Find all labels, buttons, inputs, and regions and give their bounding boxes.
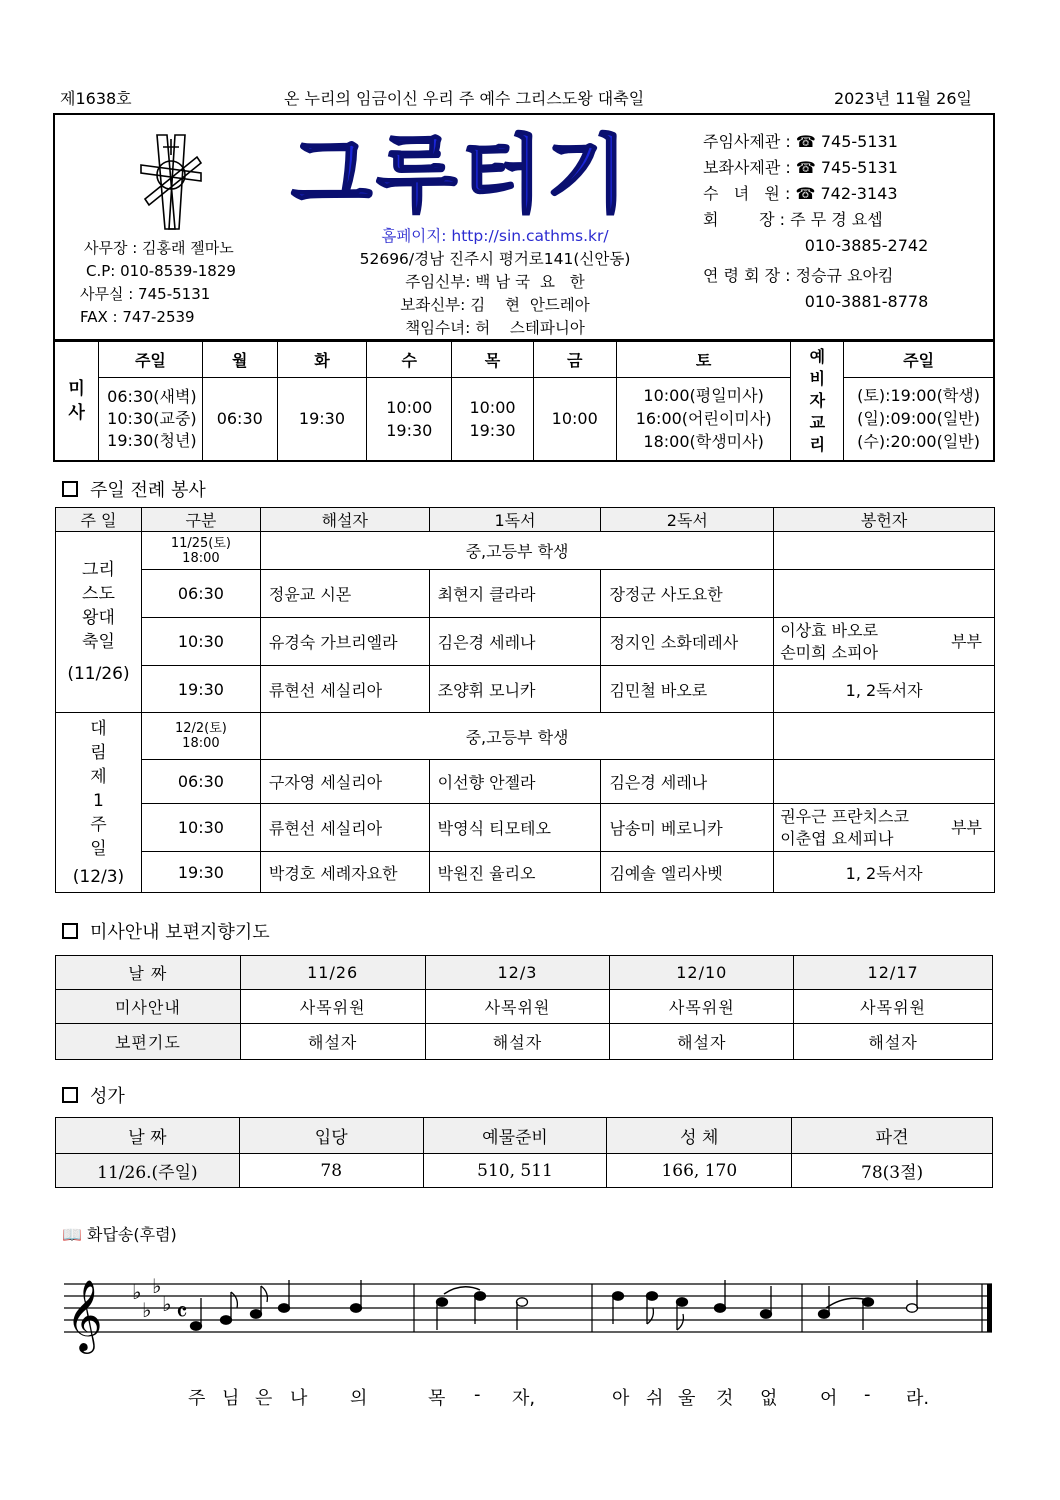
time-cell: 11/25(토) 18:00 bbox=[141, 532, 260, 570]
address: 52696/경남 진주시 평거로141(신안동) bbox=[359, 250, 631, 268]
friday-time: 10:00 bbox=[533, 377, 616, 461]
sunday-times: 06:30(새벽) 10:30(교중) 19:30(청년) bbox=[99, 377, 203, 461]
day-header: 월 bbox=[202, 341, 277, 377]
commentator: 박경호 세례자요한 bbox=[260, 852, 429, 893]
merged-cell: 중,고등부 학생 bbox=[260, 713, 773, 760]
lyric-syllable: 님 bbox=[222, 1388, 240, 1409]
time-cell: 12/2(토) 18:00 bbox=[141, 713, 260, 760]
hymn-table bbox=[55, 1117, 993, 1188]
office-info bbox=[80, 237, 236, 329]
lyric-syllable: 아 bbox=[612, 1388, 630, 1409]
lyric-syllable: 자, bbox=[512, 1388, 536, 1409]
psalm-music-staff bbox=[56, 1262, 996, 1362]
commentator: 유경숙 가브리엘라 bbox=[260, 618, 429, 666]
hymn-communion: 166, 170 bbox=[607, 1154, 792, 1188]
contact-line: 010-3885-2742 bbox=[703, 236, 929, 255]
reader-2: 정지인 소화데레사 bbox=[601, 618, 774, 666]
day-header: 금 bbox=[533, 341, 616, 377]
commentator: 류현선 세실리아 bbox=[260, 666, 429, 713]
parish-emblem-icon bbox=[135, 129, 207, 233]
thursday-times: 10:00 19:30 bbox=[452, 377, 533, 461]
col-header: 해설자 bbox=[260, 508, 429, 532]
checkbox-square-icon bbox=[62, 1087, 78, 1103]
liturgy-section-title: 주일 전례 봉사 bbox=[62, 476, 206, 502]
mass-schedule-table bbox=[53, 340, 995, 462]
commentator: 정윤교 시몬 bbox=[260, 570, 429, 618]
lyric-syllable: 은 bbox=[255, 1388, 273, 1409]
time-cell: 19:30 bbox=[141, 852, 260, 893]
col-header: 날 짜 bbox=[56, 956, 241, 990]
parish-info bbox=[305, 225, 685, 340]
svg-text:♭: ♭ bbox=[132, 1280, 142, 1304]
cell: 해설자 bbox=[610, 1024, 794, 1060]
reader-2: 장정군 사도요한 bbox=[601, 570, 774, 618]
lyric-syllable: 주 bbox=[188, 1388, 206, 1409]
day-header: 주일 bbox=[99, 341, 203, 377]
day-header: 수 bbox=[367, 341, 452, 377]
cell: 해설자 bbox=[794, 1024, 993, 1060]
col-header: 1독서 bbox=[429, 508, 601, 532]
commentator: 류현선 세실리아 bbox=[260, 804, 429, 852]
contact-line: 연 령 회 장 : 정승규 요아킴 bbox=[703, 266, 894, 285]
contact-line: 회 장 : 주 무 경 요셉 bbox=[703, 210, 883, 229]
office-line: 사무장 : 김홍래 젤마노 bbox=[84, 239, 234, 257]
col-header: 2독서 bbox=[601, 508, 774, 532]
offertory-cell: 1, 2독서자 bbox=[774, 852, 995, 893]
col-header: 예물준비 bbox=[423, 1118, 607, 1154]
checkbox-square-icon bbox=[62, 923, 78, 939]
newsletter-title: 그루터기 bbox=[291, 126, 632, 224]
monday-time: 06:30 bbox=[202, 377, 277, 461]
time-cell: 10:30 bbox=[141, 618, 260, 666]
lyric-syllable: 나 bbox=[290, 1388, 308, 1409]
feast-title: 온 누리의 임금이신 우리 주 예수 그리스도왕 대축일 bbox=[284, 89, 645, 108]
liturgy-table bbox=[55, 507, 995, 893]
reader-2: 김예솔 엘리사벳 bbox=[601, 852, 774, 893]
issue-number: 제1638호 bbox=[60, 89, 132, 108]
lyric-syllable: - bbox=[474, 1384, 481, 1405]
cell: 해설자 bbox=[240, 1024, 425, 1060]
svg-text:𝄞: 𝄞 bbox=[66, 1278, 103, 1351]
reader-1: 이선향 안젤라 bbox=[429, 760, 601, 804]
lyric-syllable: 쉬 bbox=[646, 1388, 664, 1409]
masthead bbox=[53, 113, 995, 341]
offertory-cell bbox=[774, 532, 995, 570]
issue-date: 2023년 11월 26일 bbox=[834, 89, 972, 108]
lyric-syllable: 울 bbox=[678, 1388, 696, 1409]
time-cell: 06:30 bbox=[141, 760, 260, 804]
tuesday-time: 19:30 bbox=[277, 377, 366, 461]
col-header: 파견 bbox=[792, 1118, 993, 1154]
cell: 사목위원 bbox=[425, 990, 610, 1024]
col-header: 봉헌자 bbox=[774, 508, 995, 532]
wednesday-times: 10:00 19:30 bbox=[367, 377, 452, 461]
merged-cell: 중,고등부 학생 bbox=[260, 532, 773, 570]
col-header: 구분 bbox=[141, 508, 260, 532]
hymn-entrance: 78 bbox=[239, 1154, 423, 1188]
catechism-label: 예비자교리 bbox=[791, 341, 844, 461]
prayer-table bbox=[55, 955, 993, 1060]
time-cell: 06:30 bbox=[141, 570, 260, 618]
catechism-header: 주일 bbox=[844, 341, 994, 377]
mass-label: 미사 bbox=[54, 341, 99, 461]
contact-line: 주임사제관 : ☎ 745-5131 bbox=[703, 132, 898, 151]
row-label: 미사안내 bbox=[56, 990, 241, 1024]
homepage-link[interactable]: 홈페이지: http://sin.cathms.kr/ bbox=[381, 227, 609, 245]
lyric-syllable: 것 bbox=[716, 1388, 734, 1409]
psalm-lyrics bbox=[0, 1384, 1060, 1414]
office-line: FAX : 747-2539 bbox=[80, 308, 195, 326]
sunday-group-label: 그리스도왕대축일 (11/26) bbox=[56, 532, 142, 713]
lyric-syllable: 없 bbox=[760, 1388, 778, 1409]
reader-1: 박원진 율리오 bbox=[429, 852, 601, 893]
lyric-syllable: - bbox=[864, 1384, 871, 1405]
svg-text:♭: ♭ bbox=[162, 1292, 172, 1316]
reader-1: 조양휘 모니카 bbox=[429, 666, 601, 713]
lyric-syllable: 목 bbox=[428, 1388, 446, 1409]
svg-text:𝄴: 𝄴 bbox=[176, 1298, 188, 1328]
row-label: 보편기도 bbox=[56, 1024, 241, 1060]
hymn-section-title: 성가 bbox=[62, 1082, 125, 1108]
catechism-times: (토):19:00(학생) (일):09:00(일반) (수):20:00(일반) bbox=[844, 377, 994, 461]
reader-1: 박영식 티모테오 bbox=[429, 804, 601, 852]
day-header: 목 bbox=[452, 341, 533, 377]
offertory-cell: 이상효 바오로 손미희 소피아 부부 bbox=[774, 618, 995, 666]
col-header: 입당 bbox=[239, 1118, 423, 1154]
offertory-cell bbox=[774, 570, 995, 618]
sunday-group-label: 대림제1주일 (12/3) bbox=[56, 713, 142, 893]
psalm-title: 📖 화답송(후렴) bbox=[62, 1225, 177, 1244]
prayer-section-title: 미사안내 보편지향기도 bbox=[62, 918, 270, 944]
reader-2: 김민철 바오로 bbox=[601, 666, 774, 713]
day-header: 토 bbox=[616, 341, 791, 377]
hymn-offertory: 510, 511 bbox=[423, 1154, 607, 1188]
reader-1: 최현지 클라라 bbox=[429, 570, 601, 618]
svg-text:♭: ♭ bbox=[142, 1298, 152, 1322]
reader-1: 김은경 세레나 bbox=[429, 618, 601, 666]
lyric-syllable: 어 bbox=[820, 1388, 838, 1409]
cell: 사목위원 bbox=[610, 990, 794, 1024]
col-header: 성 체 bbox=[607, 1118, 792, 1154]
assistant-priest: 보좌신부: 김 현 안드레아 bbox=[400, 296, 590, 314]
reader-2: 남송미 베로니카 bbox=[601, 804, 774, 852]
col-header: 12/17 bbox=[794, 956, 993, 990]
time-cell: 19:30 bbox=[141, 666, 260, 713]
cell: 해설자 bbox=[425, 1024, 610, 1060]
office-line: 사무실 : 745-5131 bbox=[80, 285, 211, 303]
cell: 사목위원 bbox=[794, 990, 993, 1024]
day-header: 화 bbox=[277, 341, 366, 377]
col-header: 12/10 bbox=[610, 956, 794, 990]
col-header: 12/3 bbox=[425, 956, 610, 990]
svg-text:♭: ♭ bbox=[152, 1274, 162, 1298]
offertory-cell bbox=[774, 713, 995, 760]
offertory-cell: 1, 2독서자 bbox=[774, 666, 995, 713]
contact-line: 보좌사제관 : ☎ 745-5131 bbox=[703, 158, 898, 177]
reader-2: 김은경 세레나 bbox=[601, 760, 774, 804]
contact-line: 010-3881-8778 bbox=[703, 292, 929, 311]
cell: 사목위원 bbox=[240, 990, 425, 1024]
offertory-cell bbox=[774, 760, 995, 804]
time-cell: 10:30 bbox=[141, 804, 260, 852]
offertory-cell: 권우근 프란치스코 이춘엽 요세피나 부부 bbox=[774, 804, 995, 852]
saturday-times: 10:00(평일미사) 16:00(어린이미사) 18:00(학생미사) bbox=[616, 377, 791, 461]
lyric-syllable: 라. bbox=[906, 1388, 930, 1409]
pastor: 주임신부: 백 남 국 요 한 bbox=[405, 273, 585, 291]
contact-line: 수 녀 원 : ☎ 742-3143 bbox=[703, 184, 898, 203]
hymn-recessional: 78(3절) bbox=[792, 1154, 993, 1188]
lyric-syllable: 의 bbox=[350, 1388, 368, 1409]
commentator: 구자영 세실리아 bbox=[260, 760, 429, 804]
col-header: 주 일 bbox=[56, 508, 142, 532]
office-line: C.P: 010-8539-1829 bbox=[86, 262, 236, 280]
hymn-date: 11/26.(주일) bbox=[56, 1154, 240, 1188]
col-header: 날 짜 bbox=[56, 1118, 240, 1154]
contacts bbox=[703, 129, 928, 315]
checkbox-square-icon bbox=[62, 481, 78, 497]
sister: 책임수녀: 허 스테파니아 bbox=[405, 319, 585, 337]
col-header: 11/26 bbox=[240, 956, 425, 990]
